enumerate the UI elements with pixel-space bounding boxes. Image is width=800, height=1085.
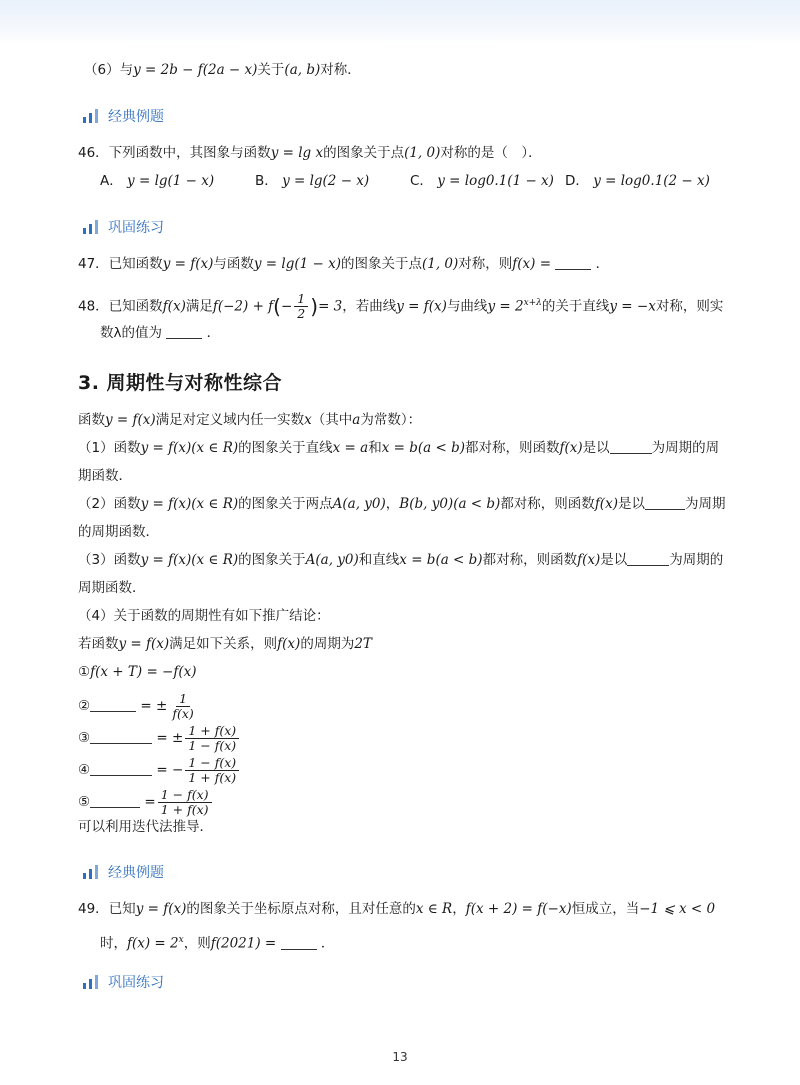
point-3-cont: 周期函数． (78, 580, 146, 596)
point-2-cont: 的周期函数． (78, 524, 159, 540)
fraction: $\frac{1}{2}$ (294, 292, 308, 321)
bar-chart-icon (82, 219, 100, 235)
condition: 若函数y = f(x)满足如下关系，则f(x)的周期为2T (78, 636, 372, 652)
bar-chart-icon (82, 108, 100, 124)
fraction: $\frac{1 + f(x)}{1 - f(x)}$ (185, 724, 239, 753)
point-1: （1）函数y = f(x)(x ∈ R)的图象关于直线x = a和x = b(a < b)都对称，则函数f(x)是以 为周期的周 (78, 440, 720, 456)
answer-blank[interactable] (645, 495, 685, 510)
answer-blank[interactable] (90, 729, 152, 744)
point-4: （4）关于函数的周期性有如下推广结论： (78, 608, 330, 624)
item-6: （6）与y = 2b − f(2a − x)关于(a, b)对称． (84, 62, 361, 78)
section-examples-2 (82, 862, 164, 882)
point-2: （2）函数y = f(x)(x ∈ R)的图象关于两点A(a, y0)，B(b, y0)(a < b)都对称，则函数f(x)是以 为周期 (78, 496, 726, 512)
answer-blank[interactable] (90, 793, 140, 808)
result-3: ③ = ± $\frac{1 + f(x)}{1 - f(x)}$ (78, 722, 241, 754)
answer-blank[interactable] (281, 935, 317, 950)
option-b: B． y = lg(2 − x) (255, 173, 370, 189)
result-2: ② = ± $\frac{1}{f(x)}$ (78, 690, 199, 722)
bar-chart-icon (82, 864, 100, 880)
question-48: 48．已知函数f(x)满足f(−2) + f(− $\frac{1}{2}$ )= 3，若曲线y = f(x)与曲线$y = 2^{x+\lambda}$的关于直线y = −x对称，则实 (78, 291, 724, 321)
question-46: 46．下列函数中，其图象与函数y = lg x的图象关于点(1, 0)对称的是（ ）． (78, 145, 542, 161)
answer-blank[interactable] (90, 761, 152, 776)
answer-blank[interactable] (610, 439, 652, 454)
option-a: A． y = lg(1 − x) (100, 173, 215, 189)
section-heading: 3. 周期性与对称性综合 (78, 372, 283, 394)
section-practice (82, 217, 164, 237)
question-49: 49．已知y = f(x)的图象关于坐标原点对称，且对任意的x ∈ R，f(x + 2) = f(−x)恒成立，当−1 ⩽ x < 0 (78, 901, 716, 917)
section-title: 巩固练习 (108, 975, 164, 991)
bar-chart-icon (82, 974, 100, 990)
answer-blank[interactable] (166, 324, 202, 339)
answer-blank[interactable] (627, 551, 669, 566)
point-3: （3）函数y = f(x)(x ∈ R)的图象关于A(a, y0)和直线x = b(a < b)都对称，则函数f(x)是以 为周期的 (78, 552, 724, 568)
option-d: D． y = log0.1(2 − x) (565, 173, 710, 189)
section-title: 经典例题 (108, 109, 164, 125)
fraction: $\frac{1 - f(x)}{1 + f(x)}$ (185, 756, 239, 785)
section-title: 经典例题 (108, 865, 164, 881)
result-5: ⑤ = $\frac{1 - f(x)}{1 + f(x)}$ (78, 786, 214, 818)
result-4: ④ = − $\frac{1 - f(x)}{1 + f(x)}$ (78, 754, 241, 786)
question-48-cont: 数λ的值为 ． (100, 325, 221, 341)
question-47: 47．已知函数y = f(x)与函数y = lg(1 − x)的图象关于点(1, 0)对称，则f(x) = ． (78, 256, 610, 272)
point-1-cont: 期函数． (78, 468, 132, 484)
iteration-note: 可以利用迭代法推导． (78, 819, 213, 835)
answer-blank[interactable] (555, 255, 591, 270)
page-number: 13 (392, 1050, 408, 1064)
fraction: $\frac{1}{f(x)}$ (172, 690, 194, 721)
section-practice-2 (82, 972, 164, 992)
result-1: ①f(x + T) = −f(x) (78, 664, 197, 680)
section-examples (82, 106, 164, 126)
answer-blank[interactable] (90, 697, 136, 712)
section-title: 巩固练习 (108, 220, 164, 236)
question-49-cont: 时，$f(x) = 2^x$，则f(2021) = ． (100, 935, 335, 952)
option-c: C． y = log0.1(1 − x) (410, 173, 554, 189)
intro: 函数y = f(x)满足对定义域内任一实数x（其中a为常数）： (78, 412, 422, 428)
header-band (0, 0, 800, 44)
fraction: $\frac{1 - f(x)}{1 + f(x)}$ (158, 788, 212, 817)
